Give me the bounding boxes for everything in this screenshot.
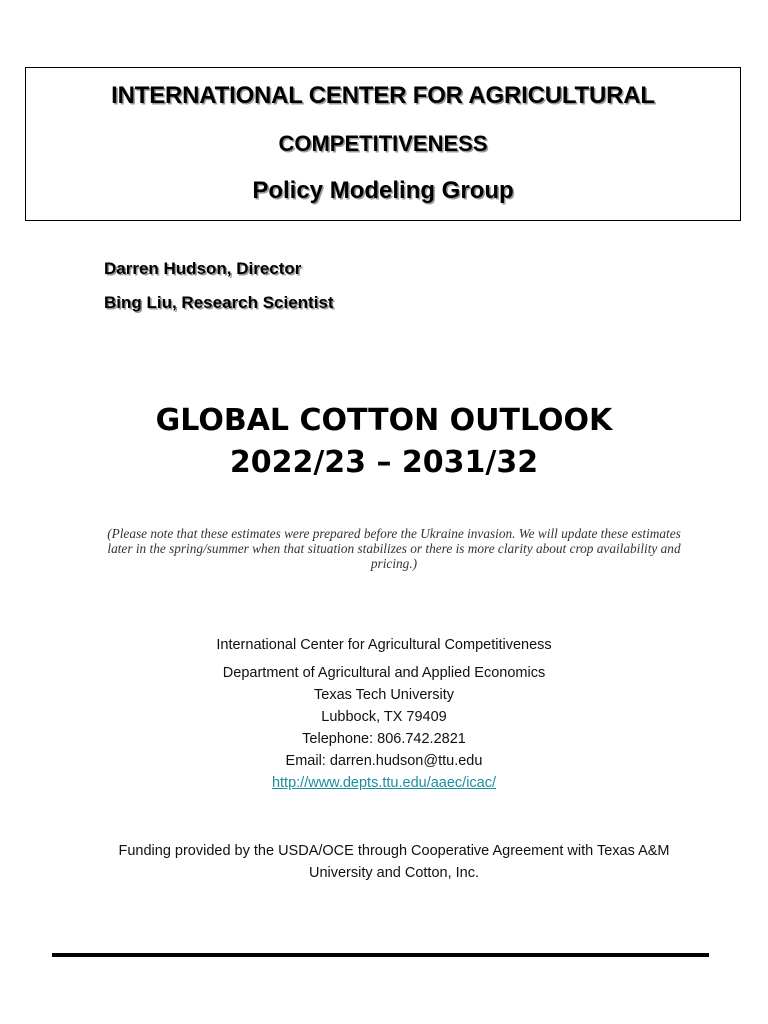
report-title — [0, 400, 768, 484]
header-box — [25, 67, 741, 221]
contact-organization: International Center for Agricultural Competitiveness — [216, 637, 552, 653]
contact-block — [0, 637, 768, 797]
center-name-line2: COMPETITIVENESS — [278, 131, 488, 156]
contact-department: Department of Agricultural and Applied Economics — [222, 665, 546, 681]
contact-university: Texas Tech University — [314, 687, 454, 703]
report-title-period: 2022/23 – 2031/32 — [229, 445, 539, 480]
author-research-scientist: Bing Liu, Research Scientist — [104, 293, 334, 312]
author-director: Darren Hudson, Director — [104, 259, 302, 278]
report-title-line1: GLOBAL COTTON OUTLOOK — [155, 403, 613, 438]
contact-telephone: Telephone: 806.742.2821 — [302, 731, 466, 747]
disclaimer-note: (Please note that these estimates were prepared before the Ukraine invasion. We will update these estimates later in the spring/summer when that situation stabilizes or there is more clarity about crop availability and pricing.) — [107, 526, 681, 571]
contact-city: Lubbock, TX 79409 — [321, 709, 447, 725]
contact-email: Email: darren.hudson@ttu.edu — [285, 753, 483, 769]
bottom-divider — [52, 953, 709, 957]
website-link[interactable]: http://www.depts.ttu.edu/aaec/icac/ — [271, 775, 497, 791]
center-name-line1: INTERNATIONAL CENTER FOR AGRICULTURAL — [111, 82, 655, 109]
author-list — [104, 259, 334, 327]
group-name: Policy Modeling Group — [252, 177, 514, 204]
funding-statement: Funding provided by the USDA/OCE through Cooperative Agreement with Texas A&M University and Cotton, Inc. — [118, 843, 670, 881]
